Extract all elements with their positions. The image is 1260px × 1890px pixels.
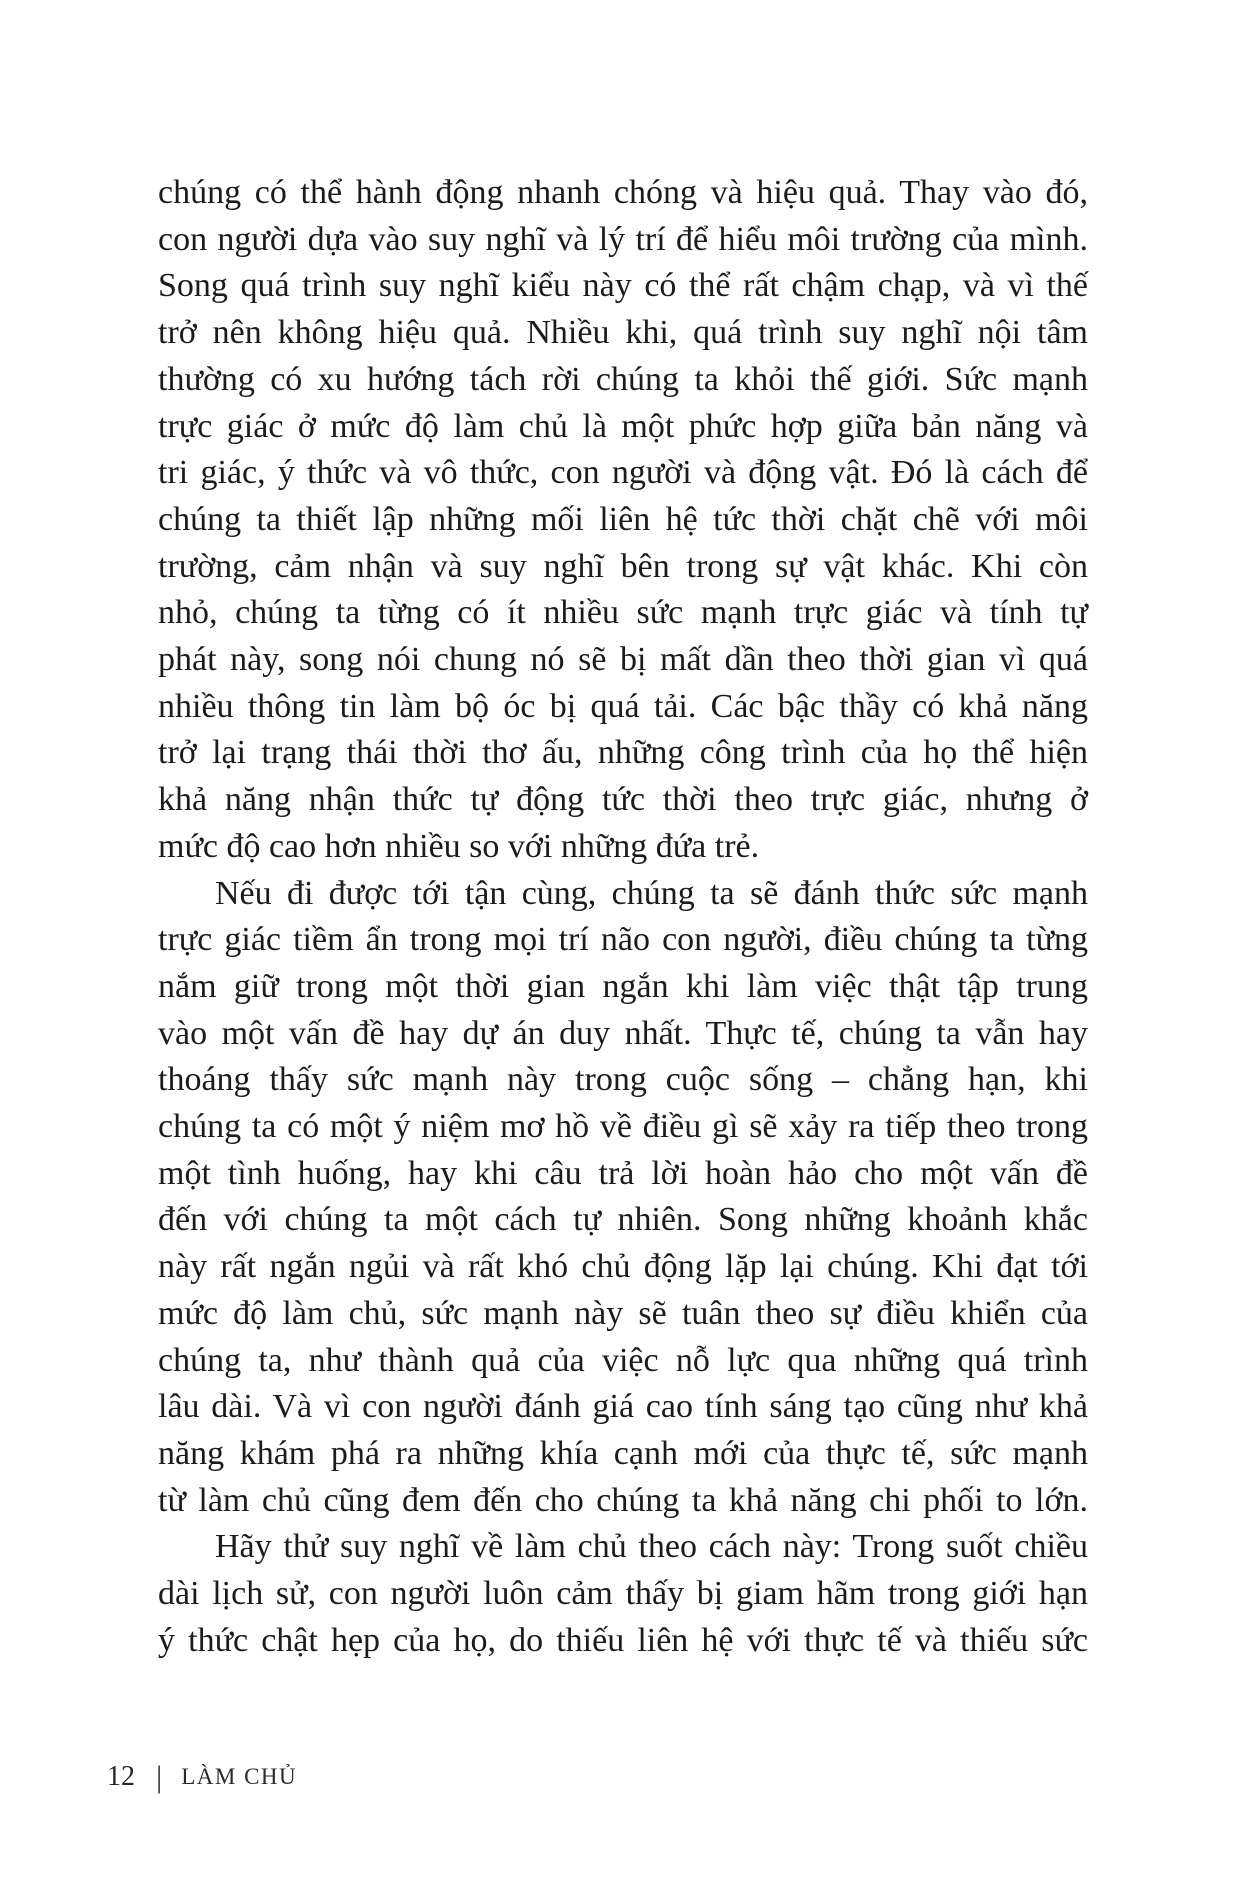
text-line: chúng ta có một ý niệm mơ hồ về điều gì sẽ xảy ra tiếp theo trong xyxy=(158,1108,1088,1146)
book-title: LÀM CHỦ xyxy=(181,1764,298,1789)
text-line: đến với chúng ta một cách tự nhiên. Song những khoảnh khắc xyxy=(158,1201,1088,1239)
text-line: vào một vấn đề hay dự án duy nhất. Thực tế, chúng ta vẫn hay xyxy=(158,1014,1088,1052)
text-line: nắm giữ trong một thời gian ngắn khi làm việc thật tập trung xyxy=(158,967,1088,1005)
paragraph xyxy=(158,170,1088,871)
text-line: từ làm chủ cũng đem đến cho chúng ta khả năng chi phối to lớn. xyxy=(158,1481,1088,1519)
text-line: trực giác tiềm ẩn trong mọi trí não con người, điều chúng ta từng xyxy=(158,921,1088,959)
text-line: thường có xu hướng tách rời chúng ta khỏi thế giới. Sức mạnh xyxy=(158,360,1088,398)
text-line: mức độ cao hơn nhiều so với những đứa trẻ. xyxy=(158,827,760,865)
text-line: mức độ làm chủ, sức mạnh này sẽ tuân theo sự điều khiển của xyxy=(158,1294,1088,1332)
text-line: trở lại trạng thái thời thơ ấu, những công trình của họ thể hiện xyxy=(158,734,1088,772)
text-line: khả năng nhận thức tự động tức thời theo trực giác, nhưng ở xyxy=(158,781,1088,819)
text-line: Nếu đi được tới tận cùng, chúng ta sẽ đánh thức sức mạnh xyxy=(215,874,1088,912)
text-line: chúng ta, như thành quả của việc nỗ lực qua những quá trình xyxy=(158,1341,1088,1379)
text-line: trường, cảm nhận và suy nghĩ bên trong sự vật khác. Khi còn xyxy=(158,547,1088,585)
text-line: trở nên không hiệu quả. Nhiều khi, quá trình suy nghĩ nội tâm xyxy=(158,314,1088,352)
page-footer xyxy=(107,1760,297,1794)
text-line: trực giác ở mức độ làm chủ là một phức hợp giữa bản năng và xyxy=(158,407,1088,445)
text-line: nhiều thông tin làm bộ óc bị quá tải. Các bậc thầy có khả năng xyxy=(158,687,1088,725)
page-body xyxy=(158,170,1088,1665)
text-line: năng khám phá ra những khía cạnh mới của thực tế, sức mạnh xyxy=(158,1434,1088,1472)
text-line: phát này, song nói chung nó sẽ bị mất dần theo thời gian vì quá xyxy=(158,641,1088,679)
text-line: con người dựa vào suy nghĩ và lý trí để hiểu môi trường của mình. xyxy=(158,220,1088,258)
paragraph xyxy=(158,1524,1088,1664)
footer-separator: | xyxy=(156,1759,163,1794)
text-line: thoáng thấy sức mạnh này trong cuộc sống – chẳng hạn, khi xyxy=(158,1061,1088,1099)
text-line: Hãy thử suy nghĩ về làm chủ theo cách này: Trong suốt chiều xyxy=(215,1528,1088,1566)
text-line: này rất ngắn ngủi và rất khó chủ động lặp lại chúng. Khi đạt tới xyxy=(158,1248,1088,1286)
text-line: lâu dài. Và vì con người đánh giá cao tính sáng tạo cũng như khả xyxy=(158,1388,1088,1426)
text-line: Song quá trình suy nghĩ kiểu này có thể rất chậm chạp, và vì thế xyxy=(158,267,1088,305)
text-line: ý thức chật hẹp của họ, do thiếu liên hệ với thực tế và thiếu sức xyxy=(158,1621,1088,1659)
text-line: chúng ta thiết lập những mối liên hệ tức thời chặt chẽ với môi xyxy=(158,500,1088,538)
text-line: nhỏ, chúng ta từng có ít nhiều sức mạnh trực giác và tính tự xyxy=(158,594,1088,632)
text-line: tri giác, ý thức và vô thức, con người và động vật. Đó là cách để xyxy=(158,454,1088,492)
page-number: 12 xyxy=(107,1761,135,1792)
paragraph xyxy=(158,871,1088,1525)
text-line: dài lịch sử, con người luôn cảm thấy bị giam hãm trong giới hạn xyxy=(158,1575,1088,1613)
text-line: một tình huống, hay khi câu trả lời hoàn hảo cho một vấn đề xyxy=(158,1154,1088,1192)
text-line: chúng có thể hành động nhanh chóng và hiệu quả. Thay vào đó, xyxy=(158,174,1088,211)
